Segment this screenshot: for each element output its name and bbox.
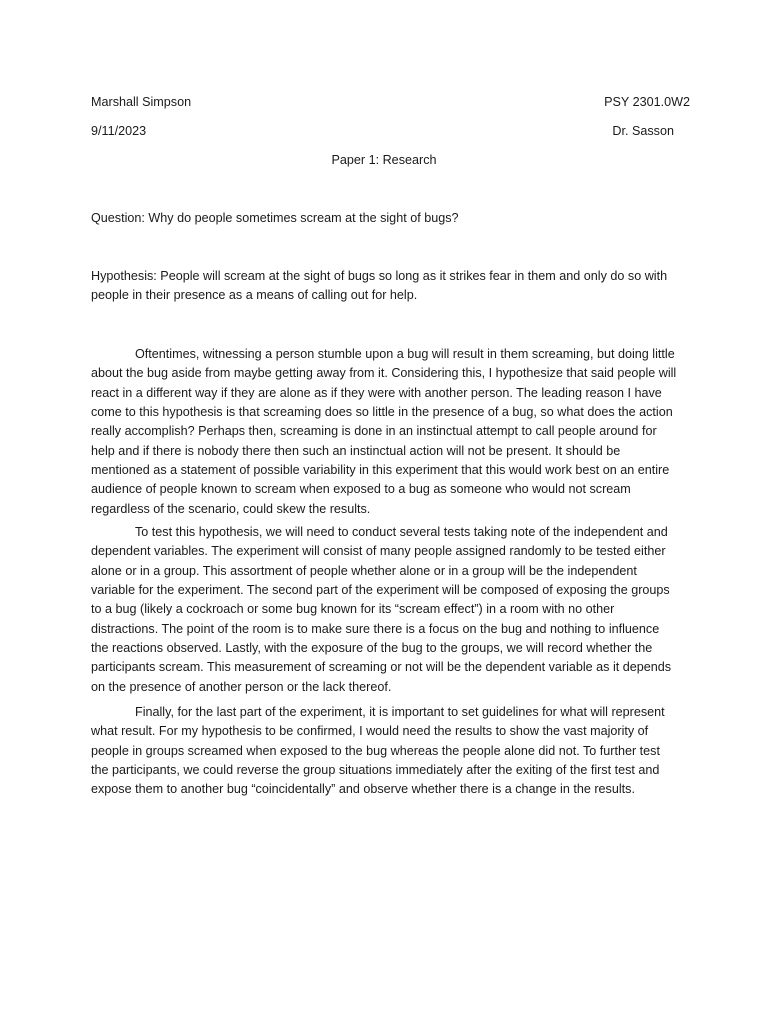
body-paragraph-3: Finally, for the last part of the experiment, it is important to set guidelines for what will represent what result. For my hypothesis to be confirmed, I would need the results to show the vast majority of people in groups screamed when exposed to the bug whereas the people alone did not. To further test the participants, we could reverse the group situations immediately after the exiting of the first test and expose them to another bug “coincidentally” and observe whether there is a change in the results.	[91, 705, 665, 797]
course-code: PSY 2301.0W2	[604, 95, 690, 109]
paper-title: Paper 1: Research	[331, 153, 437, 167]
date: 9/11/2023	[91, 124, 147, 138]
instructor-name: Dr. Sasson	[612, 124, 674, 138]
research-question: Question: Why do people sometimes scream at the sight of bugs?	[91, 211, 459, 225]
author-name: Marshall Simpson	[91, 95, 192, 109]
body-paragraph-1: Oftentimes, witnessing a person stumble upon a bug will result in them screaming, but doing little about the bug aside from maybe getting away from it. Considering this, I hypothesize that said people will react in a different way if they are alone as if they were with another person. The leading reason I have come to this hypothesis is that screaming does so little in the presence of a bug, so what does the action really accomplish? Perhaps then, screaming is done in an instinctual attempt to call people around for help and if there is nobody there then such an instinctual action will not be present. It should be mentioned as a statement of possible variability in this experiment that this would work best on an entire audience of people known to scream when exposed to a bug as someone who would not scream regardless of the scenario, could skew the results.	[91, 347, 677, 516]
hypothesis: Hypothesis: People will scream at the sight of bugs so long as it strikes fear in them and only do so with people in their presence as a means of calling out for help.	[91, 269, 668, 303]
body-paragraph-2: To test this hypothesis, we will need to conduct several tests taking note of the independent and dependent variables. The experiment will consist of many people assigned randomly to be tested either alone or in a group. This assortment of people whether alone or in a group will be the independent variable for the experiment. The second part of the experiment will be composed of exposing the groups to a bug (likely a cockroach or some bug known for its “scream effect”) in a room with no other distractions. The point of the room is to make sure there is a focus on the bug and nothing to influence the reactions observed. Lastly, with the exposure of the bug to the groups, we will record whether the participants scream. This measurement of screaming or not will be the dependent variable as it depends on the presence of another person or the lack thereof.	[91, 525, 672, 694]
